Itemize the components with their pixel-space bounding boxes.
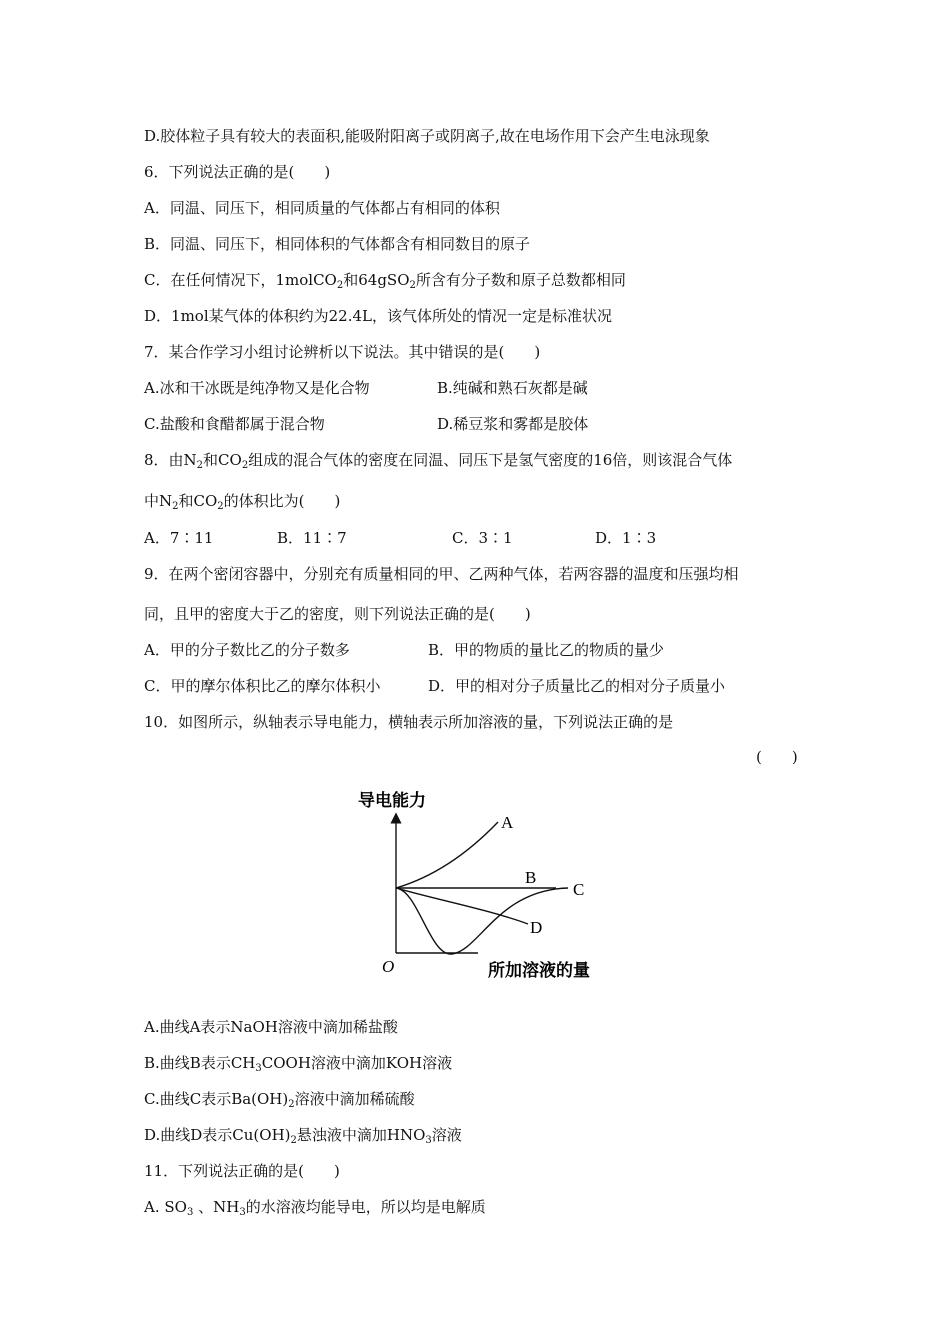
question-7: 7．某合作学习小组讨论辨析以下说法。其中错误的是( )	[144, 343, 541, 361]
q9-option-c: C．甲的摩尔体积比乙的摩尔体积小	[144, 677, 381, 695]
q8-option-d: D．1∶3	[595, 529, 657, 547]
q8-option-c: C．3∶1	[452, 529, 513, 547]
curve-d	[396, 888, 528, 924]
q10-option-c: C.曲线C表示$Ba(OH)_2$溶液中滴加稀硫酸	[144, 1090, 415, 1110]
q6-option-a: A．同温、同压下，相同质量的气体都占有相同的体积	[144, 199, 500, 217]
question-8-line-1: 8．由$N_2$和$CO_2$组成的混合气体的密度在同温、同压下是氢气密度的16倍，则该混合气体	[144, 451, 733, 471]
q7-option-b: B.纯碱和熟石灰都是碱	[437, 379, 588, 397]
question-9-line-1: 9．在两个密闭容器中，分别充有质量相同的甲、乙两种气体，若两容器的温度和压强均相	[144, 565, 739, 583]
q10-option-b: B.曲线B表示$CH_3COOH$溶液中滴加KOH溶液	[144, 1054, 453, 1074]
question-11: 11．下列说法正确的是( )	[144, 1162, 340, 1180]
q5-option-d: D.胶体粒子具有较大的表面积,能吸附阳离子或阴离子,故在电场作用下会产生电泳现象	[144, 127, 710, 145]
q10-option-a: A.曲线A表示NaOH溶液中滴加稀盐酸	[144, 1018, 398, 1036]
conductivity-figure	[358, 782, 620, 987]
q6-option-b: B．同温、同压下，相同体积的气体都含有相同数目的原子	[144, 235, 531, 253]
curve-b-label: B	[525, 868, 537, 887]
question-10: 10．如图所示，纵轴表示导电能力，横轴表示所加溶液的量，下列说法正确的是	[144, 713, 674, 731]
question-8-line-2: 中$N_2$和$CO_2$的体积比为( )	[144, 492, 341, 512]
origin-label: O	[382, 957, 395, 976]
q7-option-c: C.盐酸和食醋都属于混合物	[144, 415, 325, 433]
curve-a	[396, 822, 498, 888]
q7-option-a: A.冰和干冰既是纯净物又是化合物	[144, 379, 370, 397]
conductivity-graph	[358, 782, 620, 987]
curve-a-label: A	[501, 813, 514, 832]
q6-option-d: D．1mol某气体的体积约为22.4L，该气体所处的情况一定是标准状况	[144, 307, 612, 325]
y-axis-label: 导电能力	[358, 791, 426, 811]
q6-option-c: C．在任何情况下，1molCO$_2$和64gSO$_2$所含有分子数和原子总数都相同	[144, 271, 626, 291]
curve-c-label: C	[573, 880, 585, 899]
x-axis-label: 所加溶液的量	[488, 961, 590, 981]
q9-option-a: A．甲的分子数比乙的分子数多	[144, 641, 350, 659]
curve-d-label: D	[530, 918, 543, 937]
q9-option-b: B．甲的物质的量比乙的物质的量少	[428, 641, 665, 659]
q9-option-d: D．甲的相对分子质量比乙的相对分子质量小	[428, 677, 726, 695]
q10-answer-paren: ( )	[756, 748, 798, 766]
q8-option-a: A．7∶11	[144, 529, 214, 547]
question-9-line-2: 同，且甲的密度大于乙的密度，则下列说法正确的是( )	[144, 605, 531, 623]
q11-option-a: A. $SO_3$ 、$NH_3$的水溶液均能导电，所以均是电解质	[144, 1198, 486, 1218]
question-6: 6．下列说法正确的是( )	[144, 163, 331, 181]
q7-option-d: D.稀豆浆和雾都是胶体	[437, 415, 589, 433]
q10-option-d: D.曲线D表示$Cu(OH)_2$悬浊液中滴加$HNO_3$溶液	[144, 1126, 462, 1146]
q8-option-b: B．11∶7	[277, 529, 347, 547]
